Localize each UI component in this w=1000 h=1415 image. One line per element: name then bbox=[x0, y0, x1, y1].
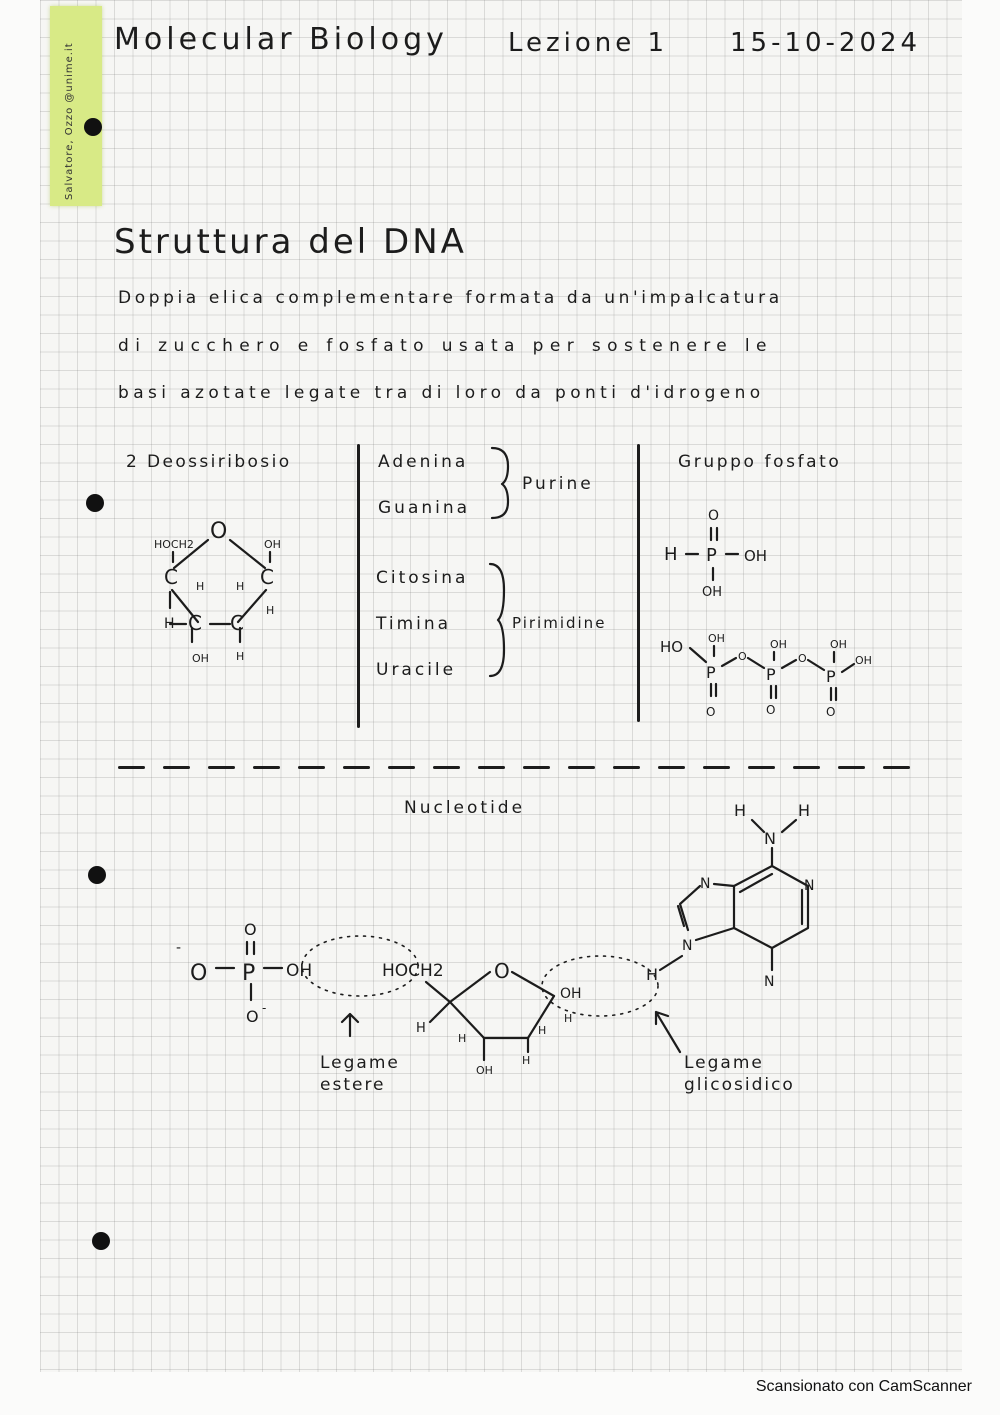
phosphate-structure bbox=[650, 496, 890, 726]
base-uracil: Uracile bbox=[376, 660, 457, 680]
binder-hole bbox=[86, 494, 104, 512]
atom-o: O bbox=[708, 508, 720, 524]
atom-h: H bbox=[266, 604, 275, 617]
atom-h: H bbox=[646, 965, 659, 984]
atom-n: N bbox=[804, 878, 815, 894]
atom-o: O bbox=[766, 703, 776, 717]
atom-p: P bbox=[766, 665, 776, 684]
body-line: basi azotate legate tra di loro da ponti d'idrogeno bbox=[118, 383, 765, 403]
atom-o: O bbox=[826, 705, 836, 719]
atom-oh: OH bbox=[702, 585, 723, 600]
atom-h: H bbox=[664, 544, 678, 565]
binder-hole bbox=[84, 118, 102, 136]
ester-bond-label bbox=[320, 1052, 400, 1096]
atom-oh: OH bbox=[192, 652, 209, 665]
atom-n: N bbox=[764, 829, 776, 848]
atom-p: P bbox=[706, 545, 717, 566]
atom-h: H bbox=[416, 1021, 426, 1036]
atom-c: C bbox=[230, 611, 244, 635]
atom-c: C bbox=[164, 565, 178, 589]
atom-minus: - bbox=[262, 1001, 267, 1015]
atom-oh: OH bbox=[830, 638, 847, 651]
sticky-note bbox=[50, 6, 102, 206]
atom-o: O bbox=[738, 650, 747, 663]
glycosidic-bond-label-line: Legame bbox=[684, 1053, 764, 1073]
sticky-note-text: Salvatore, Ozzo @unime.it bbox=[64, 42, 75, 200]
base-thymine: Timina bbox=[376, 614, 452, 634]
atom-h: H bbox=[164, 616, 175, 632]
atom-oh: OH bbox=[855, 654, 872, 667]
atom-oh: OH bbox=[476, 1064, 493, 1077]
atom-o: O bbox=[494, 959, 510, 983]
course-title: Molecular Biology bbox=[114, 22, 448, 57]
lesson-date: 15-10-2024 bbox=[730, 28, 922, 58]
atom-oh: OH bbox=[770, 638, 787, 651]
purines-label: Purine bbox=[522, 474, 594, 494]
atom-hoch2: HOCH2 bbox=[382, 961, 444, 981]
base-guanine: Guanina bbox=[378, 498, 471, 518]
lesson-number: Lezione 1 bbox=[508, 28, 669, 58]
atom-n: N bbox=[764, 974, 775, 990]
atom-oh: OH bbox=[708, 632, 725, 645]
atom-h: H bbox=[196, 580, 205, 593]
base-cytosine: Citosina bbox=[376, 568, 469, 588]
atom-h: H bbox=[236, 650, 245, 663]
pyrimidines-label: Pirimidine bbox=[512, 614, 607, 632]
section-separator bbox=[118, 766, 962, 770]
phosphate-heading: Gruppo fosfato bbox=[678, 452, 842, 472]
atom-o: O bbox=[244, 920, 257, 939]
atom-h: H bbox=[734, 801, 747, 820]
atom-o: O bbox=[190, 961, 208, 986]
atom-o: O bbox=[798, 652, 807, 665]
atom-p: P bbox=[826, 667, 836, 686]
column-divider bbox=[357, 444, 360, 728]
atom-o: O bbox=[246, 1007, 259, 1026]
binder-hole bbox=[88, 866, 106, 884]
atom-c: C bbox=[260, 565, 274, 589]
column-divider bbox=[637, 444, 640, 722]
atom-o: O bbox=[706, 705, 716, 719]
atom-h: H bbox=[564, 1012, 573, 1025]
atom-o: O bbox=[210, 519, 228, 544]
atom-h: H bbox=[458, 1032, 467, 1045]
section-title: Struttura del DNA bbox=[114, 222, 467, 262]
atom-n: N bbox=[682, 938, 693, 954]
ester-bond-label-line: Legame bbox=[320, 1053, 400, 1073]
deoxyribose-structure bbox=[140, 510, 300, 675]
atom-oh: OH bbox=[264, 538, 281, 551]
body-line: Doppia elica complementare formata da un'impalcatura bbox=[118, 288, 783, 308]
body-line: di zucchero e fosfato usata per sostenere le bbox=[118, 336, 773, 356]
atom-c: C bbox=[188, 611, 202, 635]
atom-oh: OH bbox=[286, 961, 313, 981]
nucleotide-title: Nucleotide bbox=[404, 798, 526, 818]
atom-minus: - bbox=[176, 940, 182, 956]
atom-h: H bbox=[236, 580, 245, 593]
atom-hoch2: HOCH2 bbox=[154, 538, 194, 551]
atom-p: P bbox=[706, 663, 716, 682]
atom-h: H bbox=[798, 801, 811, 820]
atom-n: N bbox=[700, 876, 711, 892]
bracket-braces bbox=[484, 440, 524, 700]
atom-oh: OH bbox=[560, 986, 582, 1002]
scanner-watermark: Scansionato con CamScanner bbox=[755, 1378, 972, 1395]
atom-h: H bbox=[538, 1024, 547, 1037]
atom-h: H bbox=[522, 1054, 531, 1067]
ester-bond-label-line: estere bbox=[320, 1075, 386, 1095]
sugar-heading: 2 Deossiribosio bbox=[126, 452, 292, 472]
atom-ho: HO bbox=[660, 638, 684, 656]
atom-oh: OH bbox=[744, 547, 768, 565]
binder-hole bbox=[92, 1232, 110, 1250]
glycosidic-bond-label bbox=[684, 1052, 795, 1096]
base-adenine: Adenina bbox=[378, 452, 469, 472]
glycosidic-bond-label-line: glicosidico bbox=[684, 1075, 795, 1095]
atom-p: P bbox=[242, 961, 256, 986]
